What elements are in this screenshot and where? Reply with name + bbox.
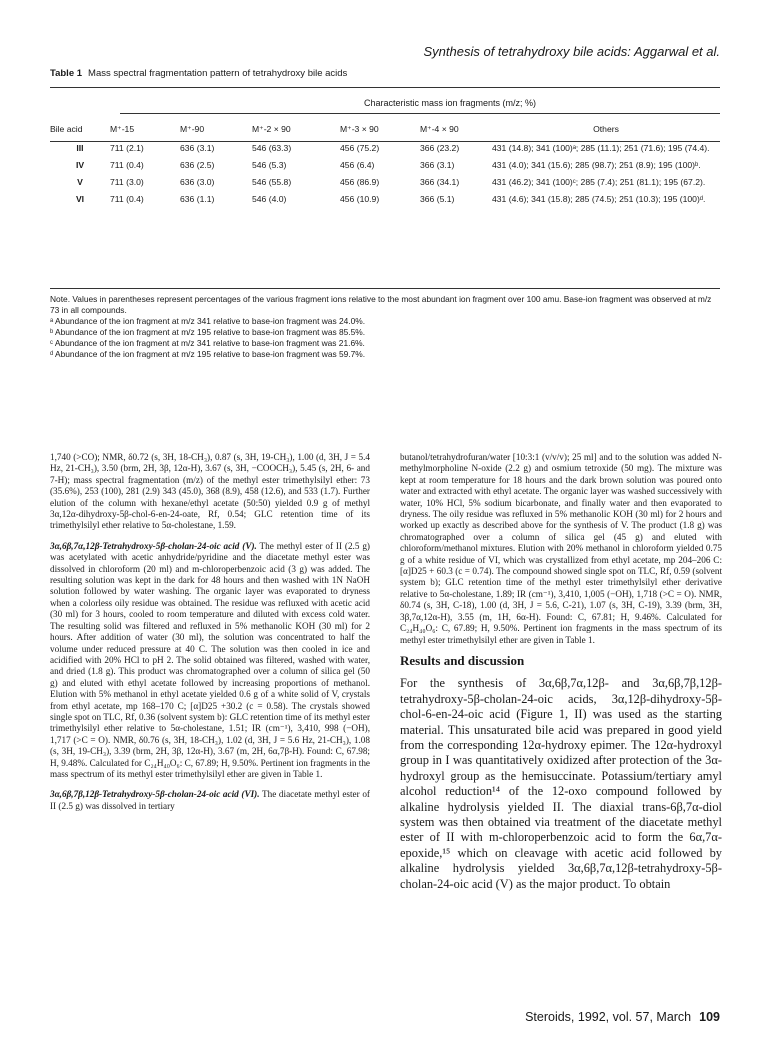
table-header-rule (50, 141, 720, 142)
cell-value: 546 (5.3) (252, 160, 287, 170)
cell-value: 711 (2.1) (110, 143, 144, 153)
table-row (50, 143, 720, 160)
cell-value: 546 (4.0) (252, 194, 287, 204)
col-header-m4x90: M⁺-4 × 90 (420, 124, 459, 134)
cell-value: 366 (5.1) (420, 194, 455, 204)
table-footnote-b: ᵇ Abundance of the ion fragment at m/z 195 relative to base-ion fragment was 85.5%. (50, 327, 366, 337)
cell-value: 711 (0.4) (110, 194, 144, 204)
cell-value: 636 (1.1) (180, 194, 215, 204)
section-vi (50, 789, 370, 812)
fragmentation-table (50, 124, 720, 211)
cell-acid: III (76, 143, 84, 153)
table-group-rule (120, 113, 720, 114)
table-footnote-c: ᶜ Abundance of the ion fragment at m/z 341 relative to base-ion fragment was 21.6%. (50, 338, 365, 348)
table-bottom-rule (50, 288, 720, 289)
table-footnote-d: ᵈ Abundance of the ion fragment at m/z 195 relative to base-ion fragment was 59.7%. (50, 349, 366, 359)
cell-value: 636 (2.5) (180, 160, 215, 170)
section-v (50, 541, 370, 781)
page-footer (420, 1010, 720, 1024)
cell-acid: IV (75, 160, 85, 170)
col-header-others: Others (593, 124, 619, 134)
table-title: Mass spectral fragmentation pattern of tetrahydroxy bile acids (88, 68, 348, 79)
table-note: Note. Values in parentheses represent percentages of the various fragment ions relative to the most abundant ion fragment over 100 amu. Base-ion fragment was observed at m/z 73 in all compounds. (50, 294, 712, 315)
cell-others: 431 (14.8); 341 (100)ᵃ; 285 (11.1); 251 (71.6); 195 (74.4). (492, 143, 710, 153)
cell-value: 456 (86.9) (340, 177, 380, 187)
table-notes (50, 294, 720, 360)
cell-value: 456 (6.4) (340, 160, 375, 170)
cell-value: 546 (63.3) (252, 143, 292, 153)
results-paragraph: For the synthesis of 3α,6β,7α,12β- and 3α,6β,7β,12β-tetrahydroxy-5β-cholan-24-oic acids, 3α,12β-dihydroxy-5β-chol-6-en-24-oic acid (Figure 1, II) was used as the starting material. This unsaturated bile acid was prepared in good yield from the corresponding 12α-hydroxy epimer. The 12α-hydroxyl group in I was quantitatively oxidized after protection of the 3α-hydroxyl group as the hemisuccinate. Potassium/tertiary amyl alcohol reduction¹⁴ of the 12-oxo compound followed by alkaline hydrolysis yielded II. The diaxial trans-6β,7α-diol system was then obtained via treatment of the diacetate methyl ester of II with m-chloroperbenzoic acid to form the 6α,7α-epoxide,¹⁵ which on cleavage with acetic acid followed by alkaline hydrolysis yielded 3α,6β,7α,12β-tetrahydroxy-5β-cholan-24-oic acid (V) as the major product. To obtain (400, 676, 722, 891)
table-row (50, 177, 720, 194)
cell-value: 366 (34.1) (420, 177, 460, 187)
cell-acid: VI (75, 194, 85, 204)
section-body: The methyl ester of II (2.5 g) was acetylated with acetic anhydride/pyridine and the diacetate methyl ester was dissolved in chloroform (20 ml) and m-chloroperbenzoic acid (3 g) was added. The resulting solution was kept in the dark for 48 hours and then washed with 1N NaOH solution followed by water washing. The organic layer was evaporated to dryness when a colorless oily residue was obtained. The residue was refluxed with acetic acid (30 ml) for 3 hours, cooled to room temperature and diluted with excess cold water. The resulting solid was filtered and refluxed in 5% methanolic KOH (30 ml) for 2 hours. After addition of water (30 ml), the solution was concentrated to half the volume under reduced pressure at 40 C. The solution was then cooled in ice and acidified with 20% HCl to pH 2. The solid obtained was filtered, washed with water, and dried (1.8 g). This product was chromatographed over a column of silica gel (50 g) and eluted with ethyl acetate followed by increasing proportions of methanol. Elution with 5% methanol in ethyl acetate yielded 0.6 g of a white solid of V, crystals from ethyl acetate, mp 168–170 C; [α]D25 +30.2 (c = 0.58). The crystals showed single spot on TLC, Rf, 0.36 (solvent system b): GLC retention time of its methyl ester trimethylsilyl ether relative to 5α-cholestane, 1.51; IR (cm⁻¹), 3,410, 998 (−OH), 1,717 (>C = O). NMR, δ0.76 (s, 3H, 18-CH₃), 1.02 (d, 3H, J = 5.6 Hz, 21-CH₃), 1.08 (s, 3H, 19-CH₃), 3.39 (brm, 2H, 3β, 12α-H), 3.67 (m, 2H, 6α,7β-H). Found: C, 67.98; H, 9.48%. Calculated for C₂₄H₄₀O₆: C, 67.89; H, 9.50%. Pertinent ion fragments in the mass spectrum of its methyl ester trimethylsilyl ether are given in Table 1. (50, 540, 370, 779)
section-heading: 3α,6β,7α,12β-Tetrahydroxy-5β-cholan-24-oic acid (V). (50, 540, 257, 551)
cell-value: 636 (3.1) (180, 143, 215, 153)
cell-value: 711 (0.4) (110, 160, 144, 170)
col-header-bile-acid: Bile acid (50, 124, 83, 134)
section-heading: 3α,6β,7β,12β-Tetrahydroxy-5β-cholan-24-oic acid (VI). (50, 789, 260, 800)
section-body: The diacetate methyl ester of II (2.5 g) was dissolved in tertiary (50, 789, 370, 811)
col-header-m15: M⁺-15 (110, 124, 135, 134)
table-caption (50, 68, 347, 79)
cell-others: 431 (4.0); 341 (15.6); 285 (98.7); 251 (8.9); 195 (100)ᵇ. (492, 160, 701, 170)
table-footnote-a: ᵃ Abundance of the ion fragment at m/z 341 relative to base-ion fragment was 24.0%. (50, 316, 366, 326)
cell-value: 546 (55.8) (252, 177, 292, 187)
cell-value: 711 (3.0) (110, 177, 144, 187)
cell-acid: V (77, 177, 83, 187)
running-header: Synthesis of tetrahydroxy bile acids: Aggarwal et al. (423, 44, 720, 59)
journal-citation: Steroids, 1992, vol. 57, March (525, 1010, 692, 1024)
results-heading: Results and discussion (400, 652, 525, 668)
table-label: Table 1 (50, 68, 83, 79)
col-header-m2x90: M⁺-2 × 90 (252, 124, 291, 134)
table-row (50, 160, 720, 177)
cell-value: 366 (3.1) (420, 160, 455, 170)
body-paragraph: butanol/tetrahydrofuran/water [10:3:1 (v/v/v); 25 ml] and to the solution was added N-methylmorpholine N-oxide (2.2 g) and osmium tetroxide (50 mg). The mixture was kept at room temperature for 18 hours and the dark brown solution was poured onto water and extracted with ethyl acetate. The organic layer was washed successively with water, 10% HCl, 5% sodium bicarbonate, and finally water and then evaporated to dryness. The oily residue was refluxed in 5% methanolic KOH (30 ml) for 2 hours and worked up exactly as described above for the synthesis of V. The product (1.8 g) was chromatographed over a column of silica gel (45 g) and eluted with chloroform/methanol mixtures. Elution with 20% methanol in chloroform yielded 0.75 g of a white residue of VI, which was crystallized from ethyl acetate, mp 204–206 C: [α]D25 + 60.3 (c = 0.74). The compound showed single spot on TLC, Rf, 0.59 (solvent system b); GLC retention time of the methyl ester trimethylsilyl ether derivative relative to 5α-cholestane, 1.89; IR (cm⁻¹), 3,410, 1,005 (−OH), 1,718 (>C = O). NMR, δ0.74 (s, 3H, C-18), 1.00 (d, 3H, J = 5.6, C-21), 1.07 (s, 3H, C-19), 3.39 (brm, 3H, 3β,7α,12α-H), 3.55 (m, 1H, 6α-H). Found: C, 67.81; H, 9.46%. Calculated for C₂₄H₄₀O₆: C, 67.89; H, 9.50%. Pertinent ion fragments in the mass spectrum of its methyl ester trimethylsilyl ether are given in Table 1. (400, 452, 722, 645)
cell-value: 456 (75.2) (340, 143, 380, 153)
table-top-rule (50, 87, 720, 88)
left-column (50, 452, 370, 821)
table-group-header: Characteristic mass ion fragments (m/z; %) (363, 98, 537, 108)
right-column (400, 452, 722, 901)
body-paragraph: 1,740 (>CO); NMR, δ0.72 (s, 3H, 18-CH₃), 0.87 (s, 3H, 19-CH₃), 1.00 (d, 3H, J = 5.4 Hz, 21-CH₃), 3.50 (brm, 2H, 3β, 12α-H), 3.67 (s, 3H, −COOCH₃), 5.45 (s, 2H, 6- and 7-H); mass spectral fragmentation (m/z) of the methyl ester trimethylsilyl ether: 73 (35.6%), 253 (100), 281 (2.9) 343 (45.0), 368 (8.9), 458 (12.6), and 533 (1.7). Further elution of the column with hexane/ethyl acetate (50:50) yielded 0.9 g of methyl 3α,12α-dihydroxy-5β-chol-6-en-24-oate, Rf, 0.54; GLC retention time of its trimethylsilyl ether relative to 5α-cholestane, 1.59. (50, 452, 370, 531)
page-number: 109 (699, 1010, 720, 1024)
cell-value: 366 (23.2) (420, 143, 460, 153)
col-header-m3x90: M⁺-3 × 90 (340, 124, 379, 134)
table-row (50, 194, 720, 211)
cell-value: 456 (10.9) (340, 194, 380, 204)
col-header-m90: M⁺-90 (180, 124, 205, 134)
cell-others: 431 (4.6); 341 (15.8); 285 (74.5); 251 (10.3); 195 (100)ᵈ. (492, 194, 706, 204)
cell-others: 431 (46.2); 341 (100)ᶜ; 285 (7.4); 251 (81.1); 195 (67.2). (492, 177, 706, 187)
cell-value: 636 (3.0) (180, 177, 215, 187)
